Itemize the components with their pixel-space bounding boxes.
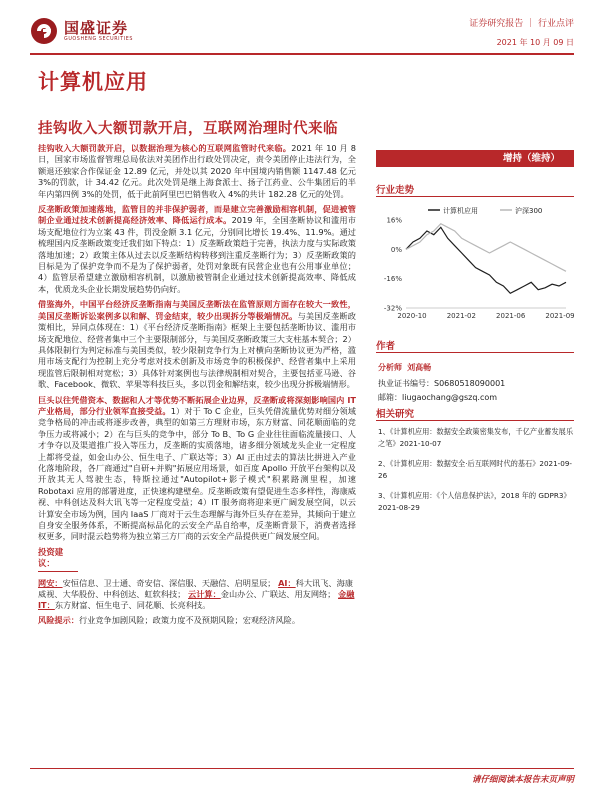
related-item[interactable]: 1、《计算机应用：数据安全政策密集发布，千亿产业蓄发展乐之笔》2021-10-07 — [378, 427, 574, 448]
trend-title: 行业走势 — [376, 185, 415, 196]
trend-chart-svg — [376, 200, 574, 325]
report-date: 2021 年 10 月 09 日 — [496, 38, 574, 47]
trend-chart — [376, 200, 574, 325]
logo-cn: 国盛证券 — [64, 19, 129, 37]
analyst-row: 分析师 刘高畅 — [378, 363, 432, 372]
risk-line: 风险提示：行业竞争加剧风险；政策力度不及预期风险；宏观经济风险。 — [38, 614, 301, 625]
page-title: 计算机应用 — [38, 70, 148, 94]
author-divider — [376, 352, 574, 353]
logo — [30, 14, 170, 48]
author-title: 作者 — [376, 341, 396, 352]
page-subtitle: 挂钩收入大额罚款开启，互联网治理时代来临 — [38, 121, 338, 137]
series-line-computer-app — [406, 227, 566, 293]
x-tick-label: 2020-10 — [397, 312, 427, 320]
related-title: 相关研究 — [376, 409, 415, 420]
legend-label-b: 沪深300 — [515, 207, 543, 215]
legend-label-a: 计算机应用 — [443, 207, 478, 215]
paragraph-1: 挂钩收入大额罚款开启，以数据治理为核心的互联网监管时代来临。2021 年 10 月 8 日，国家市场监督管理总局依法对美团作出行政处罚决定，责令美团停止违法行为，全额退还独家合作保证金 12.89 亿元，并处以其 2020 年中国境内销售额 1147.48 亿元 3%的罚款，计 34.42 亿元。此次处罚是继上海食派士、扬子江药业、公牛集团后的半年内第四例 3%的处罚，低于此前阿里巴巴销售收入 4%的共计 182.28 亿元的处罚。 — [38, 143, 356, 199]
paragraph-4: 巨头以往凭借资本、数据和人才等优势不断拓展企业边界，反垄断或将深刻影响国内 IT 产业格局，部分行业领军直接受益。1）对于 To C 企业，巨头凭借流量优势对细分领域竞争格局的冲击或将逐步改善，典型的如第三方理财市场，东方财富、同花顺面临的竞争压力或将减小；2）在与巨头的竞争中，部分 To B、To G 企业往往面临流量接口、人才争夺以及渠道推广投入等压力，反垄断的实质落地，诸多细分领域龙头企业一定程度上都将受益，如金山办公、恒生电子、广联达等；3）AI 正由过去的算法比拼进入产业化落地阶段，各厂商通过"自研+并购"拓展应用场景，如百度 Apollo 开放平台架构以及开放其无人驾驶生态，特斯拉通过"Autopilot+影子模式"积累路测里程，加速 Robotaxi 应用的部署进度，正快速构建壁垒。反垄断政策有望促进生态多样性，海康威视、中科创达及科大讯飞等一定程度受益；4）IT 服务商将迎来更广阔发展空间，以云计算安全市场为例，国内 IaaS 厂商对于云生态理解与海外巨头存在差异，其倾向于建立自身安全服务体系，不断提高标品化的云安全产品自给率，反垄断背景下，消费者选择权更多，同时混云趋势将为独立第三方厂商的云安全产品提供更广阔发展空间。 — [38, 394, 356, 542]
logo-icon — [30, 17, 58, 45]
rating-badge: 增持（维持） — [376, 150, 574, 167]
related-list — [378, 426, 574, 514]
related-item[interactable]: 3、《计算机应用：《个人信息保护法》，2018 年的 GDPR3》2021-08-29 — [378, 491, 571, 512]
related-divider — [376, 420, 574, 421]
x-tick-label: 2021-09 — [545, 312, 574, 320]
x-tick-label: 2021-06 — [496, 312, 526, 320]
footer-disclaimer: 请仔细阅读本报告末页声明 — [471, 775, 574, 785]
y-tick-label: 16% — [386, 216, 402, 225]
header-divider — [30, 53, 574, 55]
logo-en: GUOSHENG SECURITIES — [64, 37, 134, 42]
body-column — [38, 143, 356, 629]
paragraph-3: 借鉴海外，中国平台经济反垄断指南与美国反垄断法在监管原则方面存在较大一致性，美国反垄断诉讼案例多以和解、罚金结束，较少出现拆分等极端情况。与美国反垄断政策相比，异同点体现在：1）《平台经济反垄断指南》框架上主要包括垄断协议、滥用市场支配地位、经营者集中三个主要限制部分，与美国反垄断政策三大支柱基本契合；2）具体限制行为判定标准与美国类似，较少限制竞争行为上对横向垄断协议更为严格，滥用市场支配行为控制上充分考虑对技术创新及市场竞争的积极保护、经营者集中上采用现监管后限制相对宽松；3）具体针对案例也与法律规制相对契合，主要包括亚马逊、谷歌、Facebook、微软、苹果等科技巨头，多以罚金和解结束，较少出现分拆极端情形。 — [38, 299, 356, 390]
related-item[interactable]: 2、《计算机应用：数据安全·后互联网时代的基石》2021-09-26 — [378, 459, 573, 480]
y-tick-label: -16% — [383, 275, 402, 284]
footer — [30, 768, 574, 785]
trend-divider — [376, 196, 574, 197]
y-tick-label: -32% — [383, 304, 402, 313]
report-type: 证券研究报告 ｜ 行业点评 — [469, 19, 574, 29]
series-line-hs300 — [406, 224, 566, 272]
cert-row: 执业证书编号：S0680518090001 — [378, 379, 506, 388]
y-tick-label: 0% — [390, 245, 402, 254]
invest-title: 投资建议： — [38, 547, 78, 572]
paragraph-2: 反垄断政策加速落地，监管目的并非保护弱者，而是建立完善激励相容机制，促进被管制企业通过技术创新提高经济效率、降低运行成本。2019 年，全国垄断协议和滥用市场支配地位行为立案 43 件，罚没金额 3.1 亿元，分别同比增长 19.4%、11.9%。通过梳理国内反垄断政策变迁我们如下特点：1）反垄断政策趋于完善，执法力度与实际政策落地加速；2）政策主体从过去以反垄断结构转移到注重反垄断行为；3）反垄断政策的目标是为了保护竞争而不是为了保护弱者，处罚对象既有民营企业也有公用事业单位；4）监管层希望建立激励相容机制，以激励被管制企业通过技术创新提高效率、降低成本，优质龙头企业长期发展趋势仍向好。 — [38, 204, 356, 294]
x-tick-label: 2021-02 — [446, 312, 476, 320]
invest-list: 网安：安恒信息、卫士通、奇安信、深信服、天融信、启明星辰； AI：科大讯飞、海康威视、大华股份、中科创达、虹软科技； 云计算：金山办公、广联达、用友网络； 金融 IT：东方财富、恒生电子、同花顺、长亮科技。 — [38, 577, 355, 611]
email-row: 邮箱：liugaochang@gszq.com — [378, 393, 498, 402]
